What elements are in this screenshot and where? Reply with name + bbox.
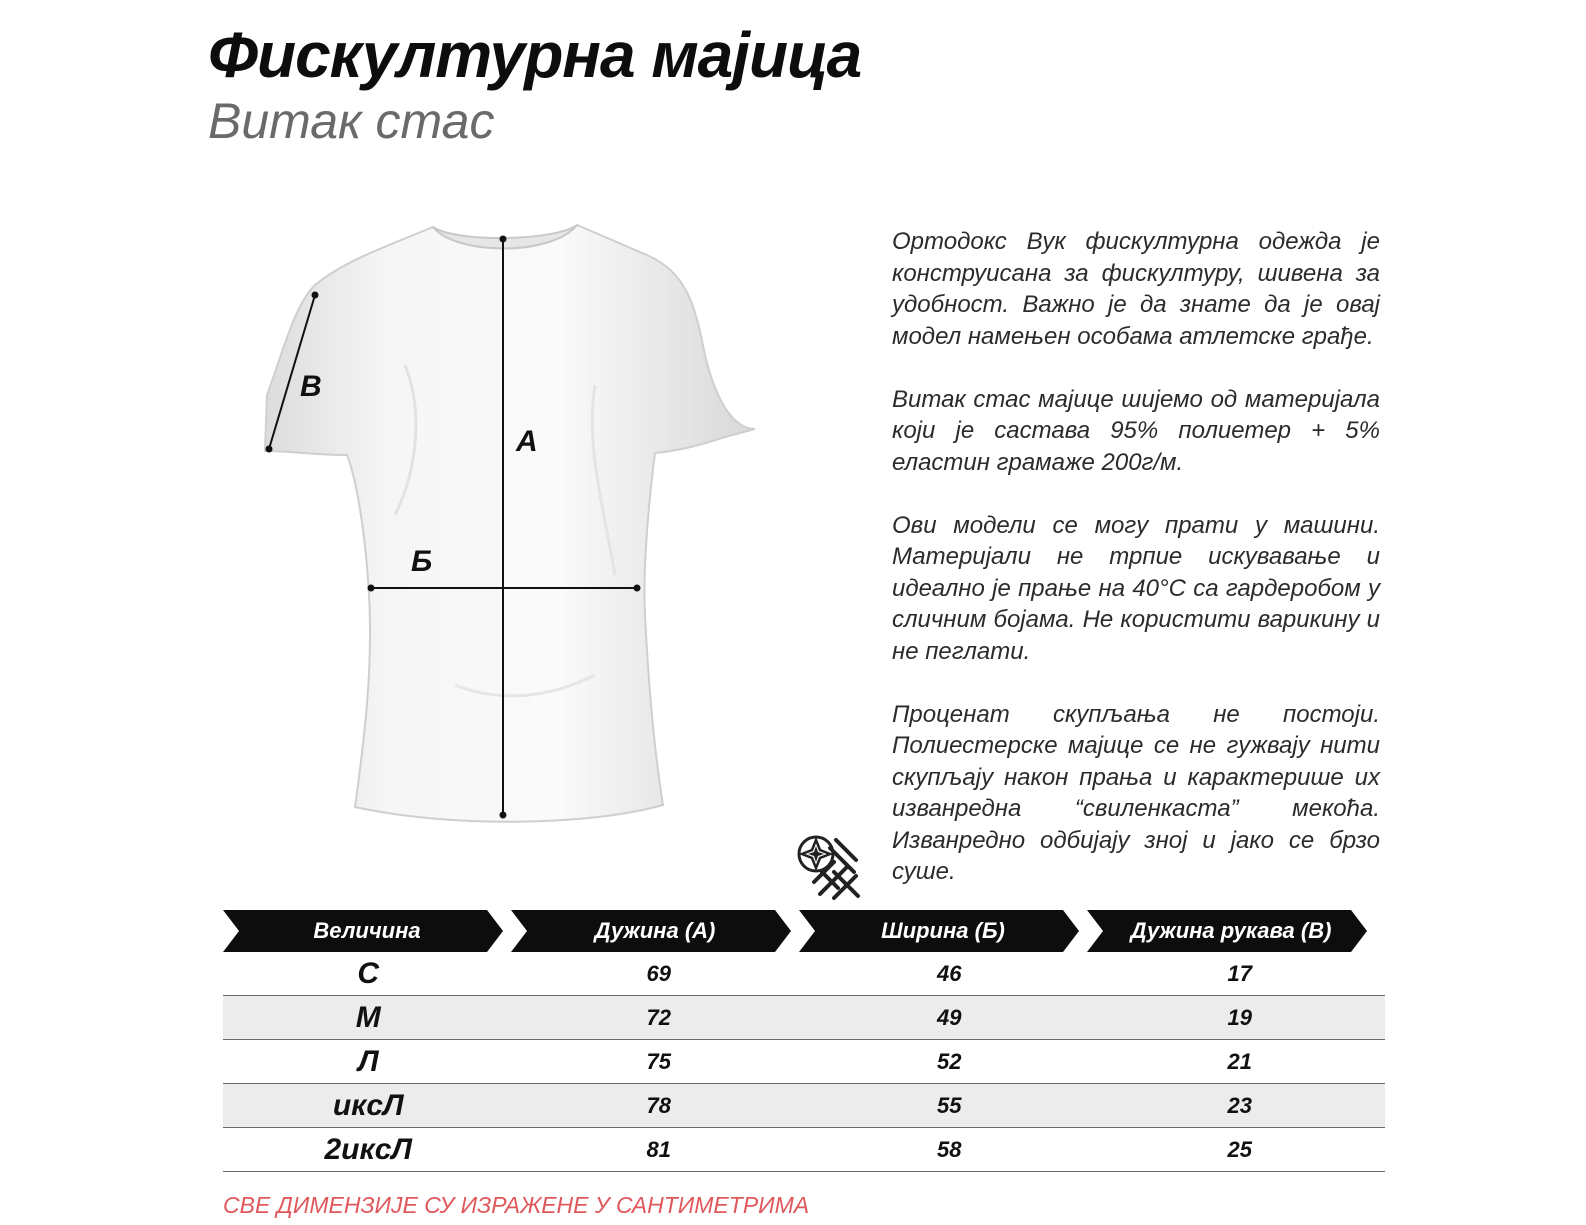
cell-size: иксЛ	[332, 1088, 404, 1122]
header-cell-width: Ширина (Б)	[799, 910, 1087, 952]
cell-sleeve: 19	[1227, 1004, 1252, 1030]
cell-sleeve: 25	[1227, 1136, 1252, 1162]
description-paragraph: Ортодокс Вук фискултурна одежда је конструисана за фискултуру, шивена за удобност. Важно је да знате да је овај модел намењен особама атлетске грађе.	[892, 228, 1380, 350]
cell-width: 46	[937, 960, 962, 986]
description-paragraph: Проценат скупљања не постоји. Полиестерске мајице се не гужвају нити скупљају након прања и карактерише их изванредна “свиленкаста” мекоћа. Изванредно одбијају зној и јако се брзо суше.	[892, 700, 1380, 885]
cell-size: 2иксЛ	[324, 1132, 412, 1166]
shirt-diagram	[255, 215, 775, 825]
cell-sleeve: 23	[1227, 1092, 1252, 1118]
size-table-header	[223, 910, 1385, 952]
description-paragraph: Витак стас мајице шијемо од материјала који је састава 95% полиетер + 5% еластин грамаже 200г/м.	[892, 385, 1380, 476]
cell-sleeve: 21	[1227, 1048, 1252, 1074]
page-title: Фискултурна мајица	[208, 19, 862, 91]
cell-length: 75	[646, 1048, 671, 1074]
table-row	[223, 1084, 1385, 1128]
cell-length: 69	[646, 960, 671, 986]
cell-length: 81	[646, 1136, 671, 1162]
label-b: Б	[411, 545, 433, 578]
header-cell-sleeve: Дужина рукава (В)	[1087, 910, 1375, 952]
cell-size: Л	[357, 1044, 379, 1078]
units-footnote: СВЕ ДИМЕНЗИЈЕ СУ ИЗРАЖЕНЕ У САНТИМЕТРИМА	[223, 1192, 810, 1218]
shirt-body	[265, 225, 755, 822]
product-description	[892, 226, 1380, 919]
page-subtitle: Витак стас	[208, 93, 495, 149]
cell-size: С	[357, 956, 380, 990]
cell-width: 49	[937, 1004, 962, 1030]
table-row	[223, 1128, 1385, 1172]
cell-size: М	[355, 1000, 381, 1034]
cell-length: 72	[646, 1004, 671, 1030]
cell-width: 52	[937, 1048, 962, 1074]
table-row	[223, 996, 1385, 1040]
size-table	[223, 910, 1385, 1172]
cell-sleeve: 17	[1227, 960, 1252, 986]
cell-width: 58	[937, 1136, 962, 1162]
cell-width: 55	[937, 1092, 962, 1118]
header-cell-size: Величина	[223, 910, 511, 952]
label-v: В	[300, 370, 322, 403]
description-paragraph: Ови модели се могу прати у машини. Материјали не трпие искувавање и идеално је прање на 40°C са гардеробом у сличним бојама. Не користити варикину и не пеглати.	[892, 511, 1380, 665]
table-row	[223, 1040, 1385, 1084]
cell-length: 78	[646, 1092, 671, 1118]
shirt-illustration	[255, 215, 775, 825]
header-cell-length: Дужина (А)	[511, 910, 799, 952]
table-row	[223, 952, 1385, 996]
label-a: А	[516, 425, 538, 458]
orthodox-wolf-logo-icon	[794, 832, 864, 902]
